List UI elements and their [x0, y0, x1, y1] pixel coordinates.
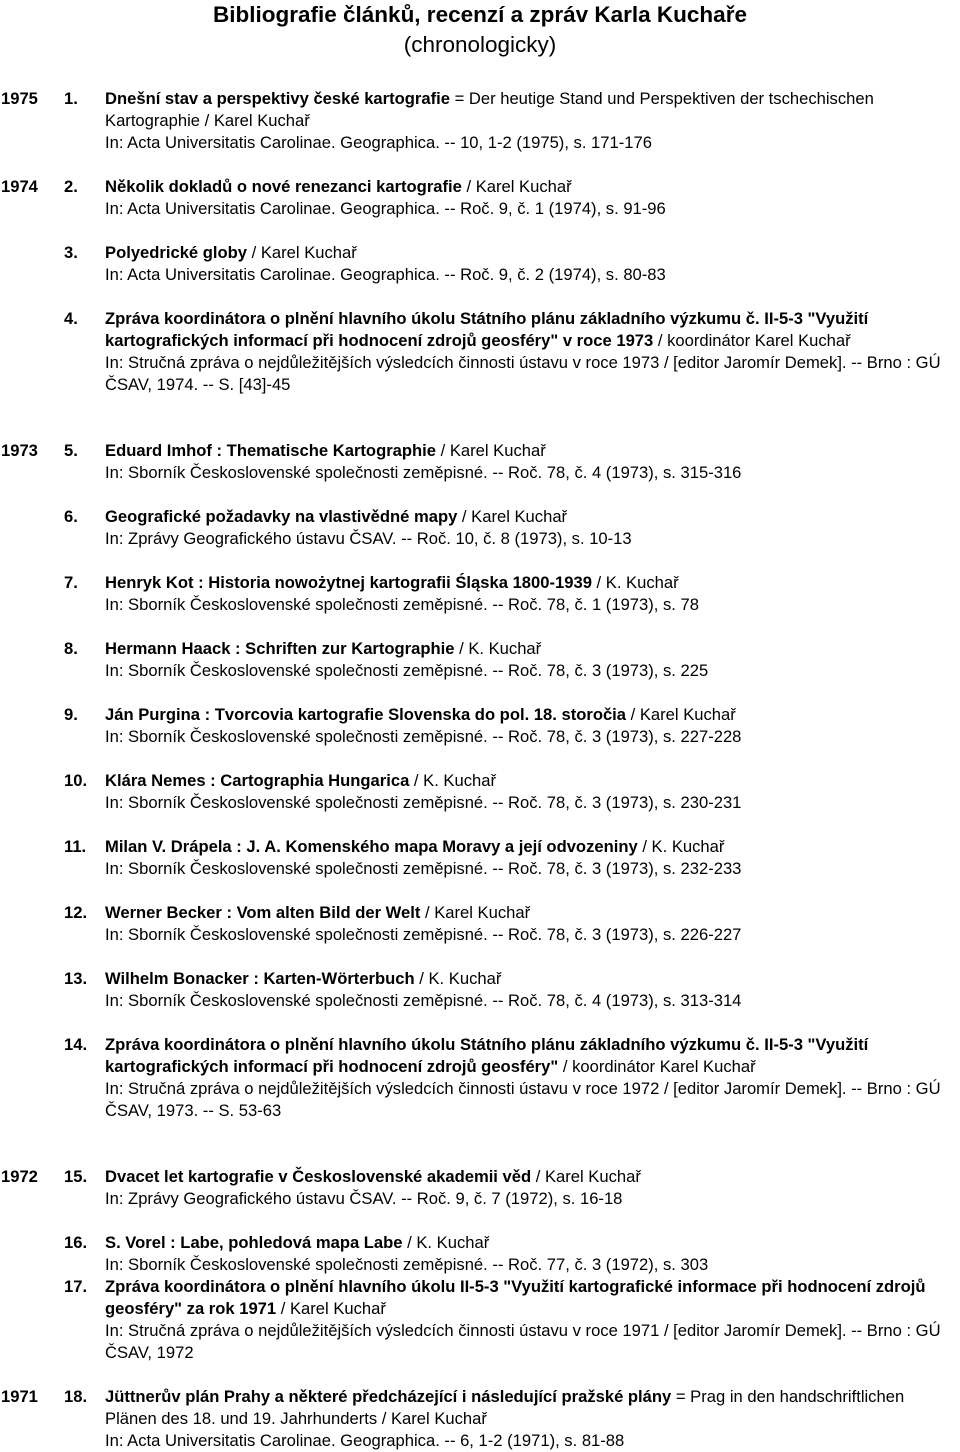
entry-heading — [105, 1276, 955, 1320]
entry-number: 17. — [64, 1277, 88, 1296]
entry-number: 1. — [64, 89, 78, 108]
entry-title: Milan V. Drápela : J. A. Komenského mapa Moravy a její odvozeniny — [105, 837, 638, 856]
entry-source: In: Zprávy Geografického ústavu ČSAV. -- Roč. 9, č. 7 (1972), s. 16-18 — [105, 1189, 623, 1208]
entry-source: In: Stručná zpráva o nejdůležitějších výsledcích činnosti ústavu v roce 1971 / [editor Jaromír Demek]. -- Brno : GÚ ČSAV, 1972 — [105, 1321, 941, 1362]
bibliography-entry — [0, 440, 955, 484]
entry-source: In: Sborník Československé společnosti zeměpisné. -- Roč. 78, č. 3 (1973), s. 232-233 — [105, 859, 742, 878]
entry-number: 2. — [64, 177, 78, 196]
entry-author: / koordinátor Karel Kuchař — [653, 331, 851, 350]
entry-number: 12. — [64, 903, 88, 922]
entry-title: Zpráva koordinátora o plnění hlavního úkolu Státního plánu základního výzkumu č. II-5-3 "Využití kartografických informací při hodnocení zdrojů geosféry" v roce 1973 — [105, 309, 869, 350]
entry-title: Eduard Imhof : Thematische Kartographie — [105, 441, 436, 460]
bibliography-entry — [0, 1386, 955, 1452]
entry-title: Zpráva koordinátora o plnění hlavního úkolu Státního plánu základního výzkumu č. II-5-3 "Využití kartografických informací při hodnocení zdrojů geosféry" — [105, 1035, 869, 1076]
entry-heading — [105, 1232, 955, 1254]
bibliography-entry — [0, 902, 955, 946]
entry-number: 18. — [64, 1387, 88, 1406]
bibliography-entry — [0, 704, 955, 748]
entry-heading — [105, 88, 955, 132]
entry-year: 1974 — [1, 177, 38, 196]
entry-title: Zpráva koordinátora o plnění hlavního úkolu II-5-3 "Využití kartografické informace při hodnocení zdrojů geosféry" za rok 1971 — [105, 1277, 926, 1318]
entry-number: 11. — [64, 837, 87, 856]
entry-author: / K. Kuchař — [454, 639, 542, 658]
entry-heading — [105, 506, 955, 528]
entry-heading — [105, 902, 955, 924]
entry-heading — [105, 1034, 955, 1078]
entry-source: In: Sborník Československé společnosti zeměpisné. -- Roč. 78, č. 3 (1973), s. 226-227 — [105, 925, 742, 944]
entry-heading — [105, 638, 955, 660]
entry-heading — [105, 176, 955, 198]
entry-heading — [105, 836, 955, 858]
entry-source: In: Sborník Československé společnosti zeměpisné. -- Roč. 78, č. 3 (1973), s. 230-231 — [105, 793, 742, 812]
entry-number: 10. — [64, 771, 88, 790]
entry-title: Ján Purgina : Tvorcovia kartografie Slovenska do pol. 18. storočia — [105, 705, 627, 724]
entry-author: / Karel Kuchař — [457, 507, 568, 526]
entry-title: Klára Nemes : Cartographia Hungarica — [105, 771, 410, 790]
entry-title: Hermann Haack : Schriften zur Kartographie — [105, 639, 455, 658]
entry-title: Polyedrické globy — [105, 243, 248, 262]
entry-source: In: Sborník Československé společnosti zeměpisné. -- Roč. 78, č. 3 (1973), s. 225 — [105, 661, 709, 680]
entry-source: In: Acta Universitatis Carolinae. Geographica. -- Roč. 9, č. 2 (1974), s. 80-83 — [105, 265, 666, 284]
entry-title: Několik dokladů o nové renezanci kartografie — [105, 177, 462, 196]
entry-author: / K. Kuchař — [414, 969, 502, 988]
bibliography-entry — [0, 770, 955, 814]
entry-number: 5. — [64, 441, 78, 460]
bibliography-entry — [0, 1276, 955, 1364]
entry-author: / Karel Kuchař — [626, 705, 736, 724]
entry-author: / Karel Kuchař — [276, 1299, 386, 1318]
entry-number: 8. — [64, 639, 78, 658]
entry-author: / koordinátor Karel Kuchař — [558, 1057, 756, 1076]
entry-title: Dnešní stav a perspektivy české kartografie — [105, 89, 450, 108]
entry-author: / K. Kuchař — [591, 573, 679, 592]
bibliography-entry — [0, 242, 955, 286]
entry-source: In: Acta Universitatis Carolinae. Geographica. -- 10, 1-2 (1975), s. 171-176 — [105, 133, 652, 152]
entry-title: S. Vorel : Labe, pohledová mapa Labe — [105, 1233, 403, 1252]
entry-number: 7. — [64, 573, 78, 592]
entry-number: 4. — [64, 309, 78, 328]
entry-source: In: Sborník Československé společnosti zeměpisné. -- Roč. 78, č. 3 (1973), s. 227-228 — [105, 727, 742, 746]
entry-heading — [105, 1386, 955, 1430]
entry-heading — [105, 440, 955, 462]
entry-source: In: Stručná zpráva o nejdůležitějších výsledcích činnosti ústavu v roce 1973 / [editor Jaromír Demek]. -- Brno : GÚ ČSAV, 1974. -- S. [43]-45 — [105, 353, 941, 394]
entry-number: 13. — [64, 969, 88, 988]
entry-number: 9. — [64, 705, 78, 724]
entry-year: 1975 — [1, 89, 38, 108]
entry-year: 1973 — [1, 441, 38, 460]
entry-author: / Karel Kuchař — [420, 903, 531, 922]
entry-source: In: Sborník Československé společnosti zeměpisné. -- Roč. 78, č. 4 (1973), s. 313-314 — [105, 991, 742, 1010]
entry-author: / Karel Kuchař — [247, 243, 357, 262]
bibliography-entry — [0, 836, 955, 880]
entry-number: 15. — [64, 1167, 88, 1186]
entry-source: In: Stručná zpráva o nejdůležitějších výsledcích činnosti ústavu v roce 1972 / [editor Jaromír Demek]. -- Brno : GÚ ČSAV, 1973. -- S. 53-63 — [105, 1079, 941, 1120]
bibliography-entry — [0, 638, 955, 682]
bibliography-entry — [0, 968, 955, 1012]
entry-year: 1971 — [1, 1387, 38, 1406]
entry-author: / K. Kuchař — [409, 771, 497, 790]
bibliography-entry — [0, 1166, 955, 1210]
bibliography-entry — [0, 88, 955, 154]
entry-source: In: Acta Universitatis Carolinae. Geographica. -- Roč. 9, č. 1 (1974), s. 91-96 — [105, 199, 666, 218]
title-main: Bibliografie článků, recenzí a zpráv Karla Kuchaře — [213, 2, 747, 27]
title-subtitle: (chronologicky) — [403, 32, 557, 57]
entry-heading — [105, 704, 955, 726]
entry-heading — [105, 308, 955, 352]
entry-heading — [105, 770, 955, 792]
document-title — [0, 0, 960, 60]
bibliography-entry — [0, 1232, 955, 1276]
entry-author: / Karel Kuchař — [461, 177, 572, 196]
entry-title: Jüttnerův plán Prahy a některé předcházející i následující pražské plány — [105, 1387, 672, 1406]
entry-heading — [105, 968, 955, 990]
entry-heading — [105, 572, 955, 594]
entry-heading — [105, 1166, 955, 1188]
entry-source: In: Sborník Československé společnosti zeměpisné. -- Roč. 78, č. 1 (1973), s. 78 — [105, 595, 699, 614]
entry-author: = Der heutige Stand und Perspektiven der tschechischen Kartographie / Karel Kuchař — [105, 89, 874, 130]
bibliography-entry — [0, 176, 955, 220]
bibliography-entry — [0, 506, 955, 550]
entry-number: 6. — [64, 507, 78, 526]
entry-title: Henryk Kot : Historia nowożytnej kartografii Śląska 1800-1939 — [105, 573, 592, 592]
entry-source: In: Zprávy Geografického ústavu ČSAV. -- Roč. 10, č. 8 (1973), s. 10-13 — [105, 529, 632, 548]
entry-author: / K. Kuchař — [637, 837, 725, 856]
entry-source: In: Sborník Československé společnosti zeměpisné. -- Roč. 78, č. 4 (1973), s. 315-316 — [105, 463, 742, 482]
entry-heading — [105, 242, 955, 264]
entry-number: 3. — [64, 243, 78, 262]
bibliography-entry — [0, 1034, 955, 1122]
entry-author: / Karel Kuchař — [436, 441, 546, 460]
entry-title: Wilhelm Bonacker : Karten-Wörterbuch — [105, 969, 415, 988]
entry-year: 1972 — [1, 1167, 38, 1186]
entry-author: / Karel Kuchař — [531, 1167, 641, 1186]
entry-author: / K. Kuchař — [402, 1233, 490, 1252]
entry-source: In: Acta Universitatis Carolinae. Geographica. -- 6, 1-2 (1971), s. 81-88 — [105, 1431, 625, 1450]
bibliography-entry — [0, 572, 955, 616]
entry-title: Werner Becker : Vom alten Bild der Welt — [105, 903, 421, 922]
entry-number: 16. — [64, 1233, 88, 1252]
entry-author: = Prag in den handschriftlichen Plänen des 18. und 19. Jahrhunderts / Karel Kuchař — [105, 1387, 905, 1428]
entry-title: Dvacet let kartografie v Československé akademii věd — [105, 1167, 532, 1186]
entry-source: In: Sborník Československé společnosti zeměpisné. -- Roč. 77, č. 3 (1972), s. 303 — [105, 1255, 709, 1274]
entry-number: 14. — [64, 1035, 88, 1054]
entry-title: Geografické požadavky na vlastivědné mapy — [105, 507, 458, 526]
bibliography-entry — [0, 308, 955, 396]
